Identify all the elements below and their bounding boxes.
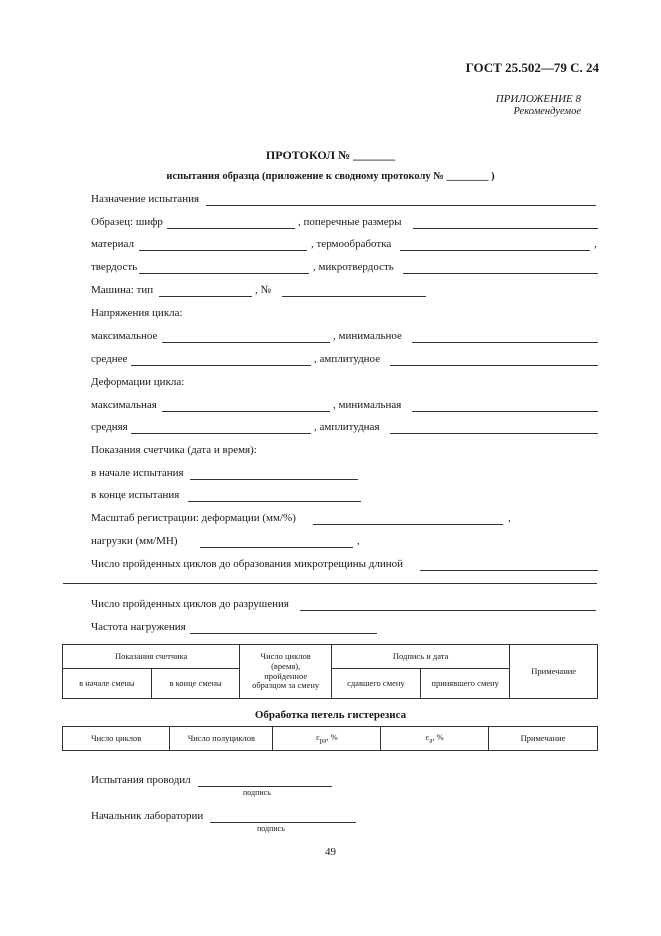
scale-load-field xyxy=(200,547,353,548)
scale-strain-comma: , xyxy=(508,512,511,524)
machine-no-label: , № xyxy=(255,284,271,296)
microhardness-field xyxy=(403,273,598,274)
strain-min-field xyxy=(412,411,598,412)
sample-code-field xyxy=(167,228,295,229)
handed-over-header: сдавшего смену xyxy=(331,669,420,699)
signature1-caption: подпись xyxy=(243,788,271,797)
cross-dims-field xyxy=(413,228,598,229)
shift-end-header: в конце смены xyxy=(151,669,240,699)
cycles-fracture-field xyxy=(300,610,596,611)
stress-min-label: , минимальное xyxy=(333,330,402,342)
hysteresis-note-header: Примечание xyxy=(489,727,598,751)
hardness-label: твердость xyxy=(91,261,138,273)
strain-max-field xyxy=(162,411,330,412)
eps-a-unit: , % xyxy=(432,731,444,742)
signature-date-header: Подпись и дата xyxy=(331,645,510,669)
cycles-crack-field xyxy=(420,570,598,571)
tested-by-label: Испытания проводил xyxy=(91,774,191,786)
microhardness-label: , микротвердость xyxy=(313,261,394,273)
eps-pa-symbol: ε xyxy=(316,731,320,742)
strain-amp-field xyxy=(390,433,598,434)
half-cycles-header: Число полуциклов xyxy=(170,727,273,751)
purpose-label: Назначение испытания xyxy=(91,193,200,205)
load-freq-field xyxy=(190,633,377,634)
strain-mean-field xyxy=(131,433,311,434)
shift-start-header: в начале смены xyxy=(63,669,152,699)
page-number: 49 xyxy=(325,846,336,858)
eps-a-subscript: a xyxy=(429,736,433,745)
eps-a-symbol: ε xyxy=(425,731,430,742)
tested-by-field xyxy=(198,786,332,787)
cycles-passed-header xyxy=(240,645,331,699)
stress-max-field xyxy=(162,342,330,343)
recommended-label: Рекомендуемое xyxy=(513,106,581,117)
counter-end-label: в конце испытания xyxy=(91,489,180,501)
stress-header: Напряжения цикла: xyxy=(91,307,183,319)
scale-strain-label: Масштаб регистрации: деформации (мм/%) xyxy=(91,512,296,524)
eps-pa-subscript: pa xyxy=(319,736,327,745)
cross-dims-label: , поперечные размеры xyxy=(298,216,402,228)
note-header: Примечание xyxy=(510,645,598,699)
accepted-header: принявшего смену xyxy=(420,669,509,699)
lab-head-label: Начальник лаборатории xyxy=(91,810,204,822)
cycles-passed-line3: пройденное xyxy=(264,670,308,681)
strain-amp-label: , амплитудная xyxy=(314,421,380,433)
cycles-passed-line1: Число циклов xyxy=(260,650,311,661)
eps-pa-unit: , % xyxy=(326,731,338,742)
cycles-fracture-label: Число пройденных циклов до разрушения xyxy=(91,598,289,610)
cycles-passed-line2: (время), xyxy=(271,660,301,671)
heat-treatment-field xyxy=(400,250,590,251)
hardness-field xyxy=(139,273,309,274)
stress-amp-field xyxy=(390,365,598,366)
machine-no-field xyxy=(282,296,426,297)
document-code: ГОСТ 25.502—79 С. 24 xyxy=(465,60,599,75)
hysteresis-caption: Обработка петель гистерезиса xyxy=(254,709,407,721)
cycles-crack-label: Число пройденных циклов до образования микротрещины длиной xyxy=(91,558,403,570)
signature2-caption: подпись xyxy=(257,824,285,833)
cycles-passed-line4: образцом за смену xyxy=(252,680,320,691)
purpose-field xyxy=(206,205,596,206)
sample-code-label: Образец: шифр xyxy=(91,216,163,228)
eps-pa-header xyxy=(273,727,381,751)
cycles-crack-field-continued xyxy=(63,583,597,584)
counter-start-field xyxy=(190,479,358,480)
strain-header: Деформации цикла: xyxy=(91,376,185,388)
strain-mean-label: средняя xyxy=(91,421,128,433)
heat-treatment-label: , термообработка xyxy=(311,238,392,250)
scale-strain-field xyxy=(313,524,503,525)
stress-min-field xyxy=(412,342,598,343)
counter-header: Показания счетчика (дата и время): xyxy=(91,444,257,456)
protocol-subtitle: испытания образца (приложение к сводному протоколу № ________ ) xyxy=(166,171,495,182)
appendix-label: ПРИЛОЖЕНИЕ 8 xyxy=(495,93,581,105)
counter-start-label: в начале испытания xyxy=(91,467,184,479)
cycles-header: Число циклов xyxy=(63,727,170,751)
counter-readings-header: Показания счетчика xyxy=(63,645,240,669)
strain-min-label: , минимальная xyxy=(333,399,402,411)
shift-log-table xyxy=(62,644,598,699)
stress-mean-label: среднее xyxy=(91,353,128,365)
hysteresis-table xyxy=(62,726,598,751)
eps-a-header xyxy=(381,727,489,751)
strain-max-label: максимальная xyxy=(91,399,157,411)
counter-end-field xyxy=(188,501,361,502)
scale-load-label: нагрузки (мм/МН) xyxy=(91,535,178,547)
machine-type-label: Машина: тип xyxy=(91,284,154,296)
machine-type-field xyxy=(159,296,252,297)
stress-mean-field xyxy=(131,365,311,366)
scale-load-comma: , xyxy=(357,535,360,547)
lab-head-field xyxy=(210,822,356,823)
stress-max-label: максимальное xyxy=(91,330,158,342)
stress-amp-label: , амплитудное xyxy=(314,353,381,365)
material-label: материал xyxy=(91,238,135,250)
heat-treatment-comma: , xyxy=(594,238,597,250)
material-field xyxy=(139,250,307,251)
protocol-title: ПРОТОКОЛ № _______ xyxy=(265,148,396,162)
load-freq-label: Частота нагружения xyxy=(91,621,186,633)
